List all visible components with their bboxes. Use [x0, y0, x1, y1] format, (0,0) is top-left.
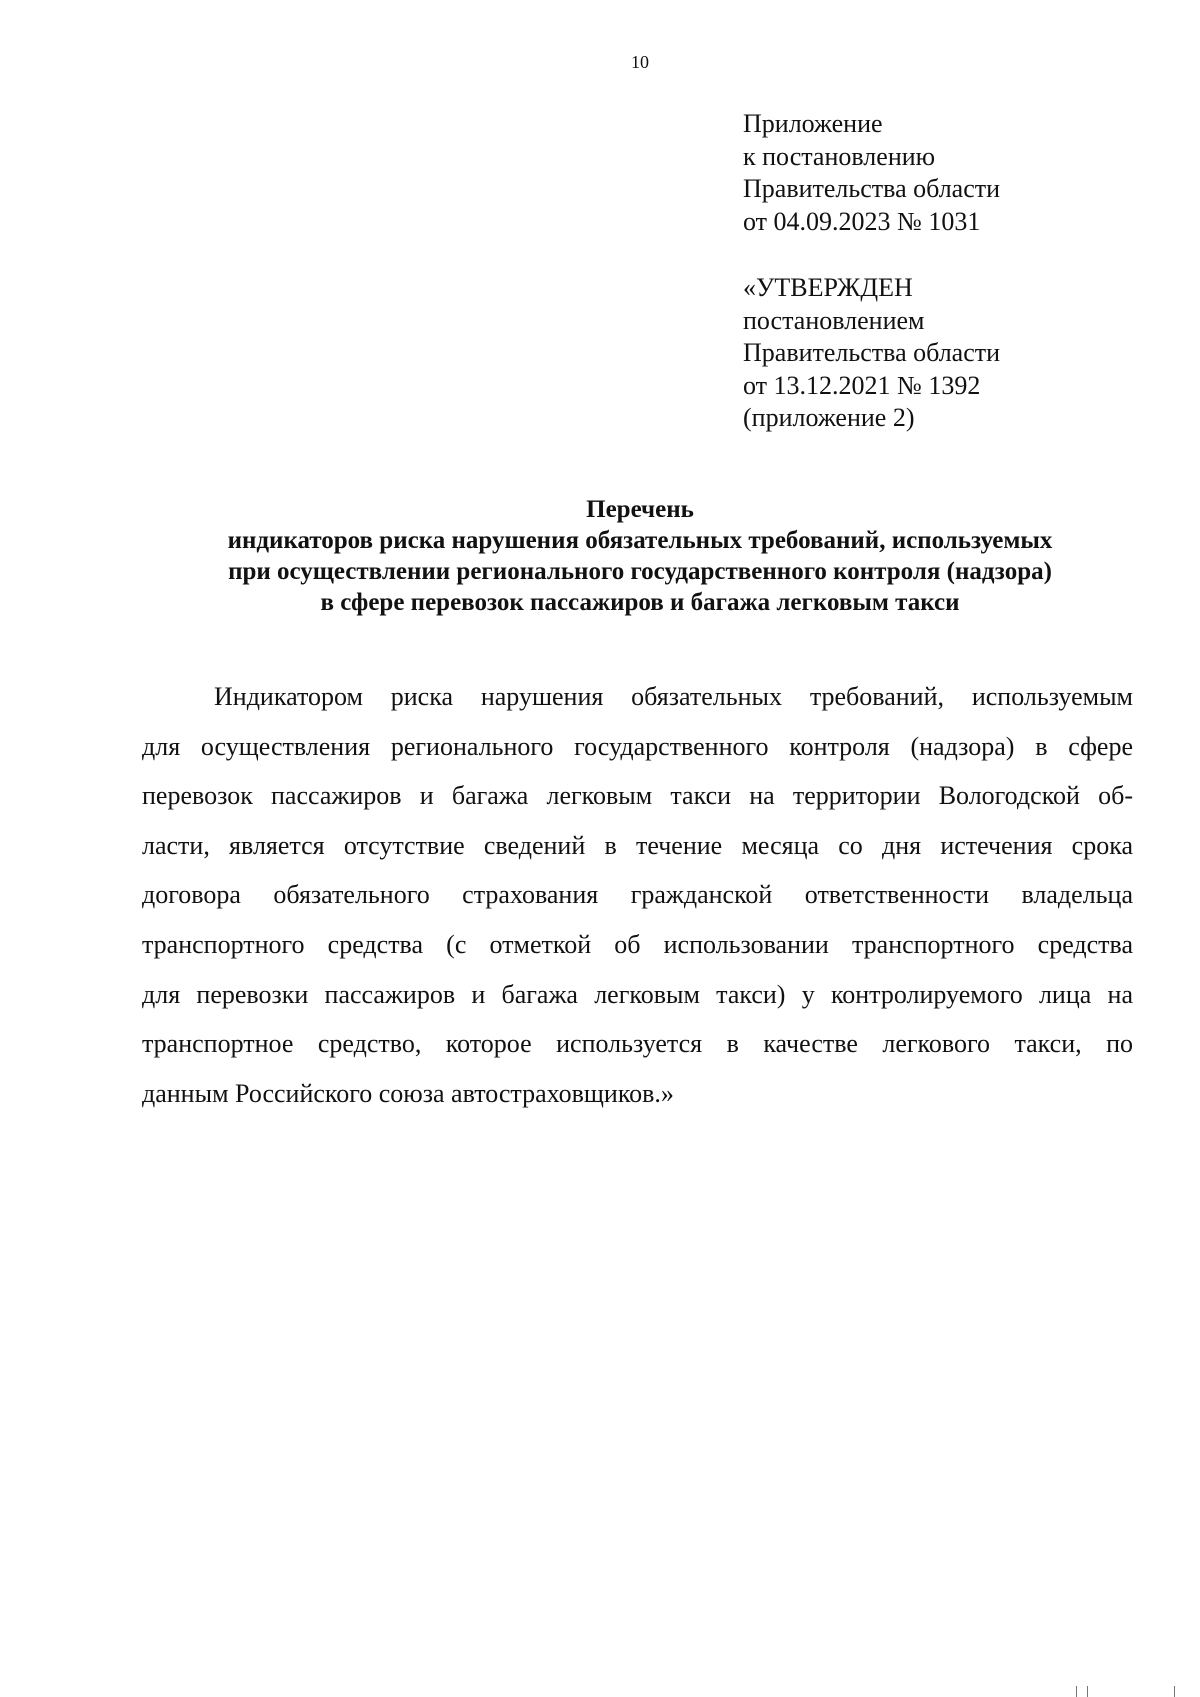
approval-stamp-text — [743, 272, 1000, 435]
body-line: данным Российского союза автостраховщиков.» — [142, 1078, 674, 1108]
approved-line: постановлением — [743, 305, 925, 335]
body-line: Индикатором риска нарушения обязательных требований, используемым — [214, 682, 1133, 711]
appendix-line: от 04.09.2023 № 1031 — [743, 206, 981, 236]
body-line: транспортного средства (с отметкой об использовании транспортного средства — [142, 929, 1133, 959]
approved-line: Правительства области — [743, 338, 1001, 367]
body-line: договора обязательного страхования гражданской ответственности владельца — [142, 880, 1133, 910]
body-line: для перевозки пассажиров и багажа легковым такси) у контролируемого лица на — [142, 979, 1133, 1009]
body-line: перевозок пассажиров и багажа легковым такси на территории Вологодской об- — [142, 781, 1133, 811]
document-title — [120, 494, 1160, 618]
appendix-line: к постановлению — [743, 141, 936, 171]
appendix-line: Правительства области — [743, 174, 1001, 203]
scan-artifact — [1076, 1686, 1088, 1697]
body-line: для осуществления регионального государственного контроля (надзора) в сфере — [142, 731, 1133, 761]
title-line: индикаторов риска нарушения обязательных требований, используемых — [227, 527, 1053, 554]
title-line: Перечень — [586, 496, 694, 523]
body-paragraph — [142, 672, 1133, 1118]
appendix-line: Приложение — [743, 109, 883, 138]
scan-artifact — [1174, 1686, 1175, 1697]
body-line: ласти, является отсутствие сведений в течение месяца со дня истечения срока — [142, 830, 1133, 860]
title-line: при осуществлении регионального государственного контроля (надзора) — [228, 558, 1052, 585]
approved-line: «УТВЕРЖДЕН — [743, 273, 913, 302]
title-line: в сфере перевозок пассажиров и багажа легковым такси — [320, 589, 960, 616]
body-line: транспортное средство, которое используется в качестве легкового такси, по — [142, 1029, 1133, 1059]
appendix-reference — [743, 108, 1000, 238]
approved-line: (приложение 2) — [743, 403, 915, 432]
page-number: 10 — [631, 52, 649, 72]
approved-line: от 13.12.2021 № 1392 — [743, 370, 981, 400]
